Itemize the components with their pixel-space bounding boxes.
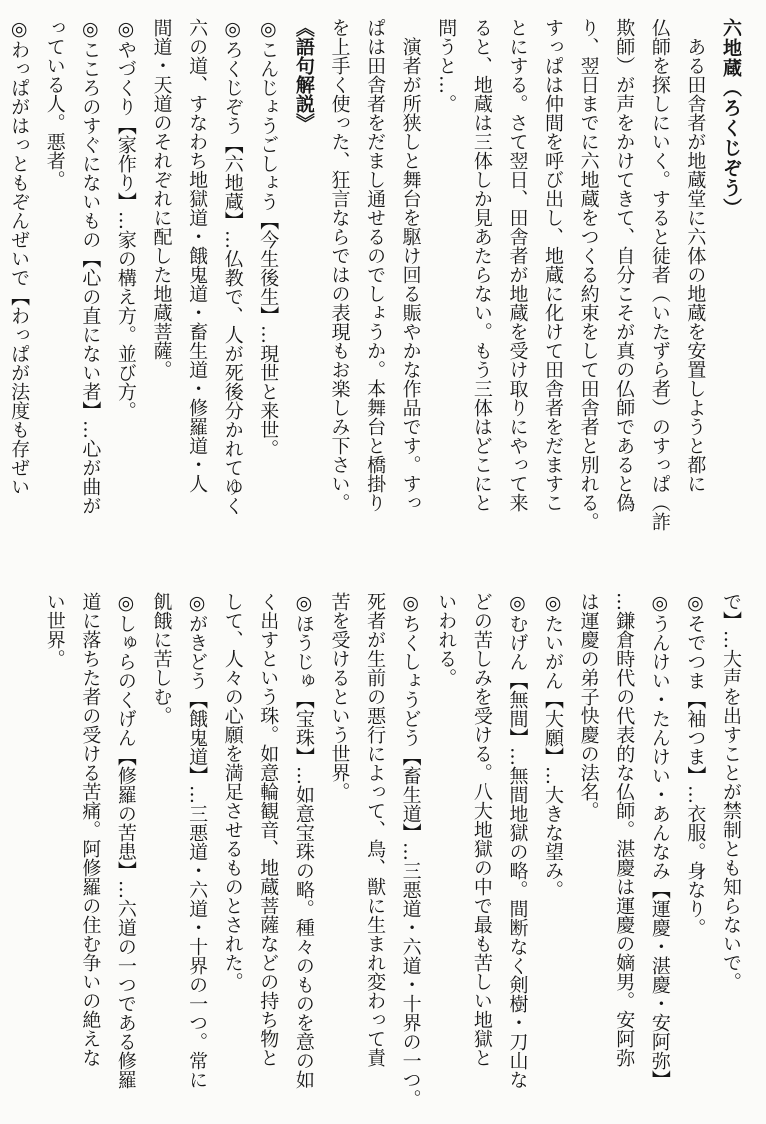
story-line: ると、地蔵は三体しか見あたらない。もう三体はどこにと <box>470 18 493 512</box>
glossary-line: ◎たいがん【大願】…大きな望み。 <box>542 592 565 899</box>
glossary-line: で】…大声を出すことが禁制とも知らないで。 <box>720 592 742 991</box>
glossary-line: ◎ほうじゅ【宝珠】…如意宝珠の略。種々のものを意の如 <box>292 592 315 1089</box>
story-line: 問うと…。 <box>435 18 458 113</box>
glossary-line: 六の道、すなわち地獄道・餓鬼道・畜生道・修羅道・人 <box>186 18 209 493</box>
commentary-line: ぱは田舎者をだまし通せるのでしょうか。本舞台と橋掛り <box>364 18 387 512</box>
glossary-line: ◎うんけい・たんけい・あんなみ【運慶・湛慶・安阿弥】 <box>648 592 671 1089</box>
story-line: ある田舎者が地蔵堂に六体の地蔵を安置しようと都に <box>684 37 707 493</box>
glossary-line: 飢餓に苦しむ。 <box>150 592 173 725</box>
glossary-line: いわれる。 <box>435 592 458 687</box>
story-line: 仏師を探しにいく。すると徒者（いたずら者）のすっぱ（詐 <box>648 18 671 531</box>
glossary-line: どの苦しみを受ける。八大地獄の中で最も苦しい地獄と <box>470 592 493 1067</box>
glossary-line: ◎こんじょうごしょう【今生後生】…現世と来世。 <box>257 18 280 458</box>
glossary-line: く出すという珠。如意輪観音、地蔵菩薩などの持ち物と <box>257 592 280 1067</box>
commentary-line: を上手く使った、狂言ならではの表現もお楽しみ下さい。 <box>328 18 351 512</box>
glossary-line: ◎むげん【無間】…無間地獄の略。間断なく剣樹・刀山な <box>506 592 529 1089</box>
glossary-line: ◎わっぱがはっともぞんぜいで【わっぱが法度も存ぜい <box>8 18 31 496</box>
glossary-line: ◎ちくしょうどう【畜生道】…三悪道・六道・十界の一つ。 <box>399 592 422 1108</box>
glossary-heading: 《語句解説》 <box>292 18 315 132</box>
glossary-line: …鎌倉時代の代表的な仏師。湛慶は運慶の嫡男。安阿弥 <box>613 592 636 1067</box>
story-line: り、翌日までに六地蔵をつくる約束をして田舎者と別れる。 <box>577 18 600 531</box>
upper-text-block <box>8 18 748 548</box>
glossary-line: 間道・天道のそれぞれに配した地蔵菩薩。 <box>150 18 173 379</box>
story-line: とにする。さて翌日、田舎者が地蔵を受け取りにやって来 <box>506 18 529 512</box>
glossary-line: ◎こころのすぐにないもの【心の直にない者】…心が曲が <box>79 18 102 515</box>
glossary-line: ◎しゅらのくげん【修羅の苦患】…六道の一つである修羅 <box>114 592 137 1089</box>
glossary-line: ◎やづくり【家作り】…家の構え方。並び方。 <box>114 18 137 420</box>
glossary-line: して、人々の心願を満足させるものとされた。 <box>221 592 244 991</box>
glossary-line: は運慶の弟子快慶の法名。 <box>577 592 600 820</box>
glossary-line: ◎がきどう【餓鬼道】…三悪道・六道・十界の一つ。常に <box>186 592 209 1089</box>
glossary-line: ◎ろくじぞう【六地蔵】…仏教で、人が死後分かれてゆく <box>221 18 244 515</box>
glossary-line: 道に落ちた者の受ける苦痛。阿修羅の住む争いの絶えな <box>79 592 102 1067</box>
lower-text-block <box>8 592 748 1108</box>
glossary-line: ◎そでつま【袖つま】…衣服。身なり。 <box>684 592 707 937</box>
story-line: 欺師）が声をかけてきて、自分こそが真の仏師であると偽 <box>613 18 636 512</box>
glossary-line: っている人。悪者。 <box>43 18 66 189</box>
glossary-line: 苦を受けるという世界。 <box>328 592 351 801</box>
commentary-line: 演者が所狭しと舞台を駆け回る賑やかな作品です。すっ <box>399 37 422 512</box>
glossary-line: い世界。 <box>43 592 66 668</box>
glossary-line: 死者が生前の悪行によって、鳥、獣に生まれ変わって責 <box>364 592 387 1067</box>
story-line: すっぱは仲間を呼び出し、地蔵に化けて田舎者をだますこ <box>542 18 565 512</box>
play-title: 六地蔵（ろくじぞう） <box>720 18 742 218</box>
